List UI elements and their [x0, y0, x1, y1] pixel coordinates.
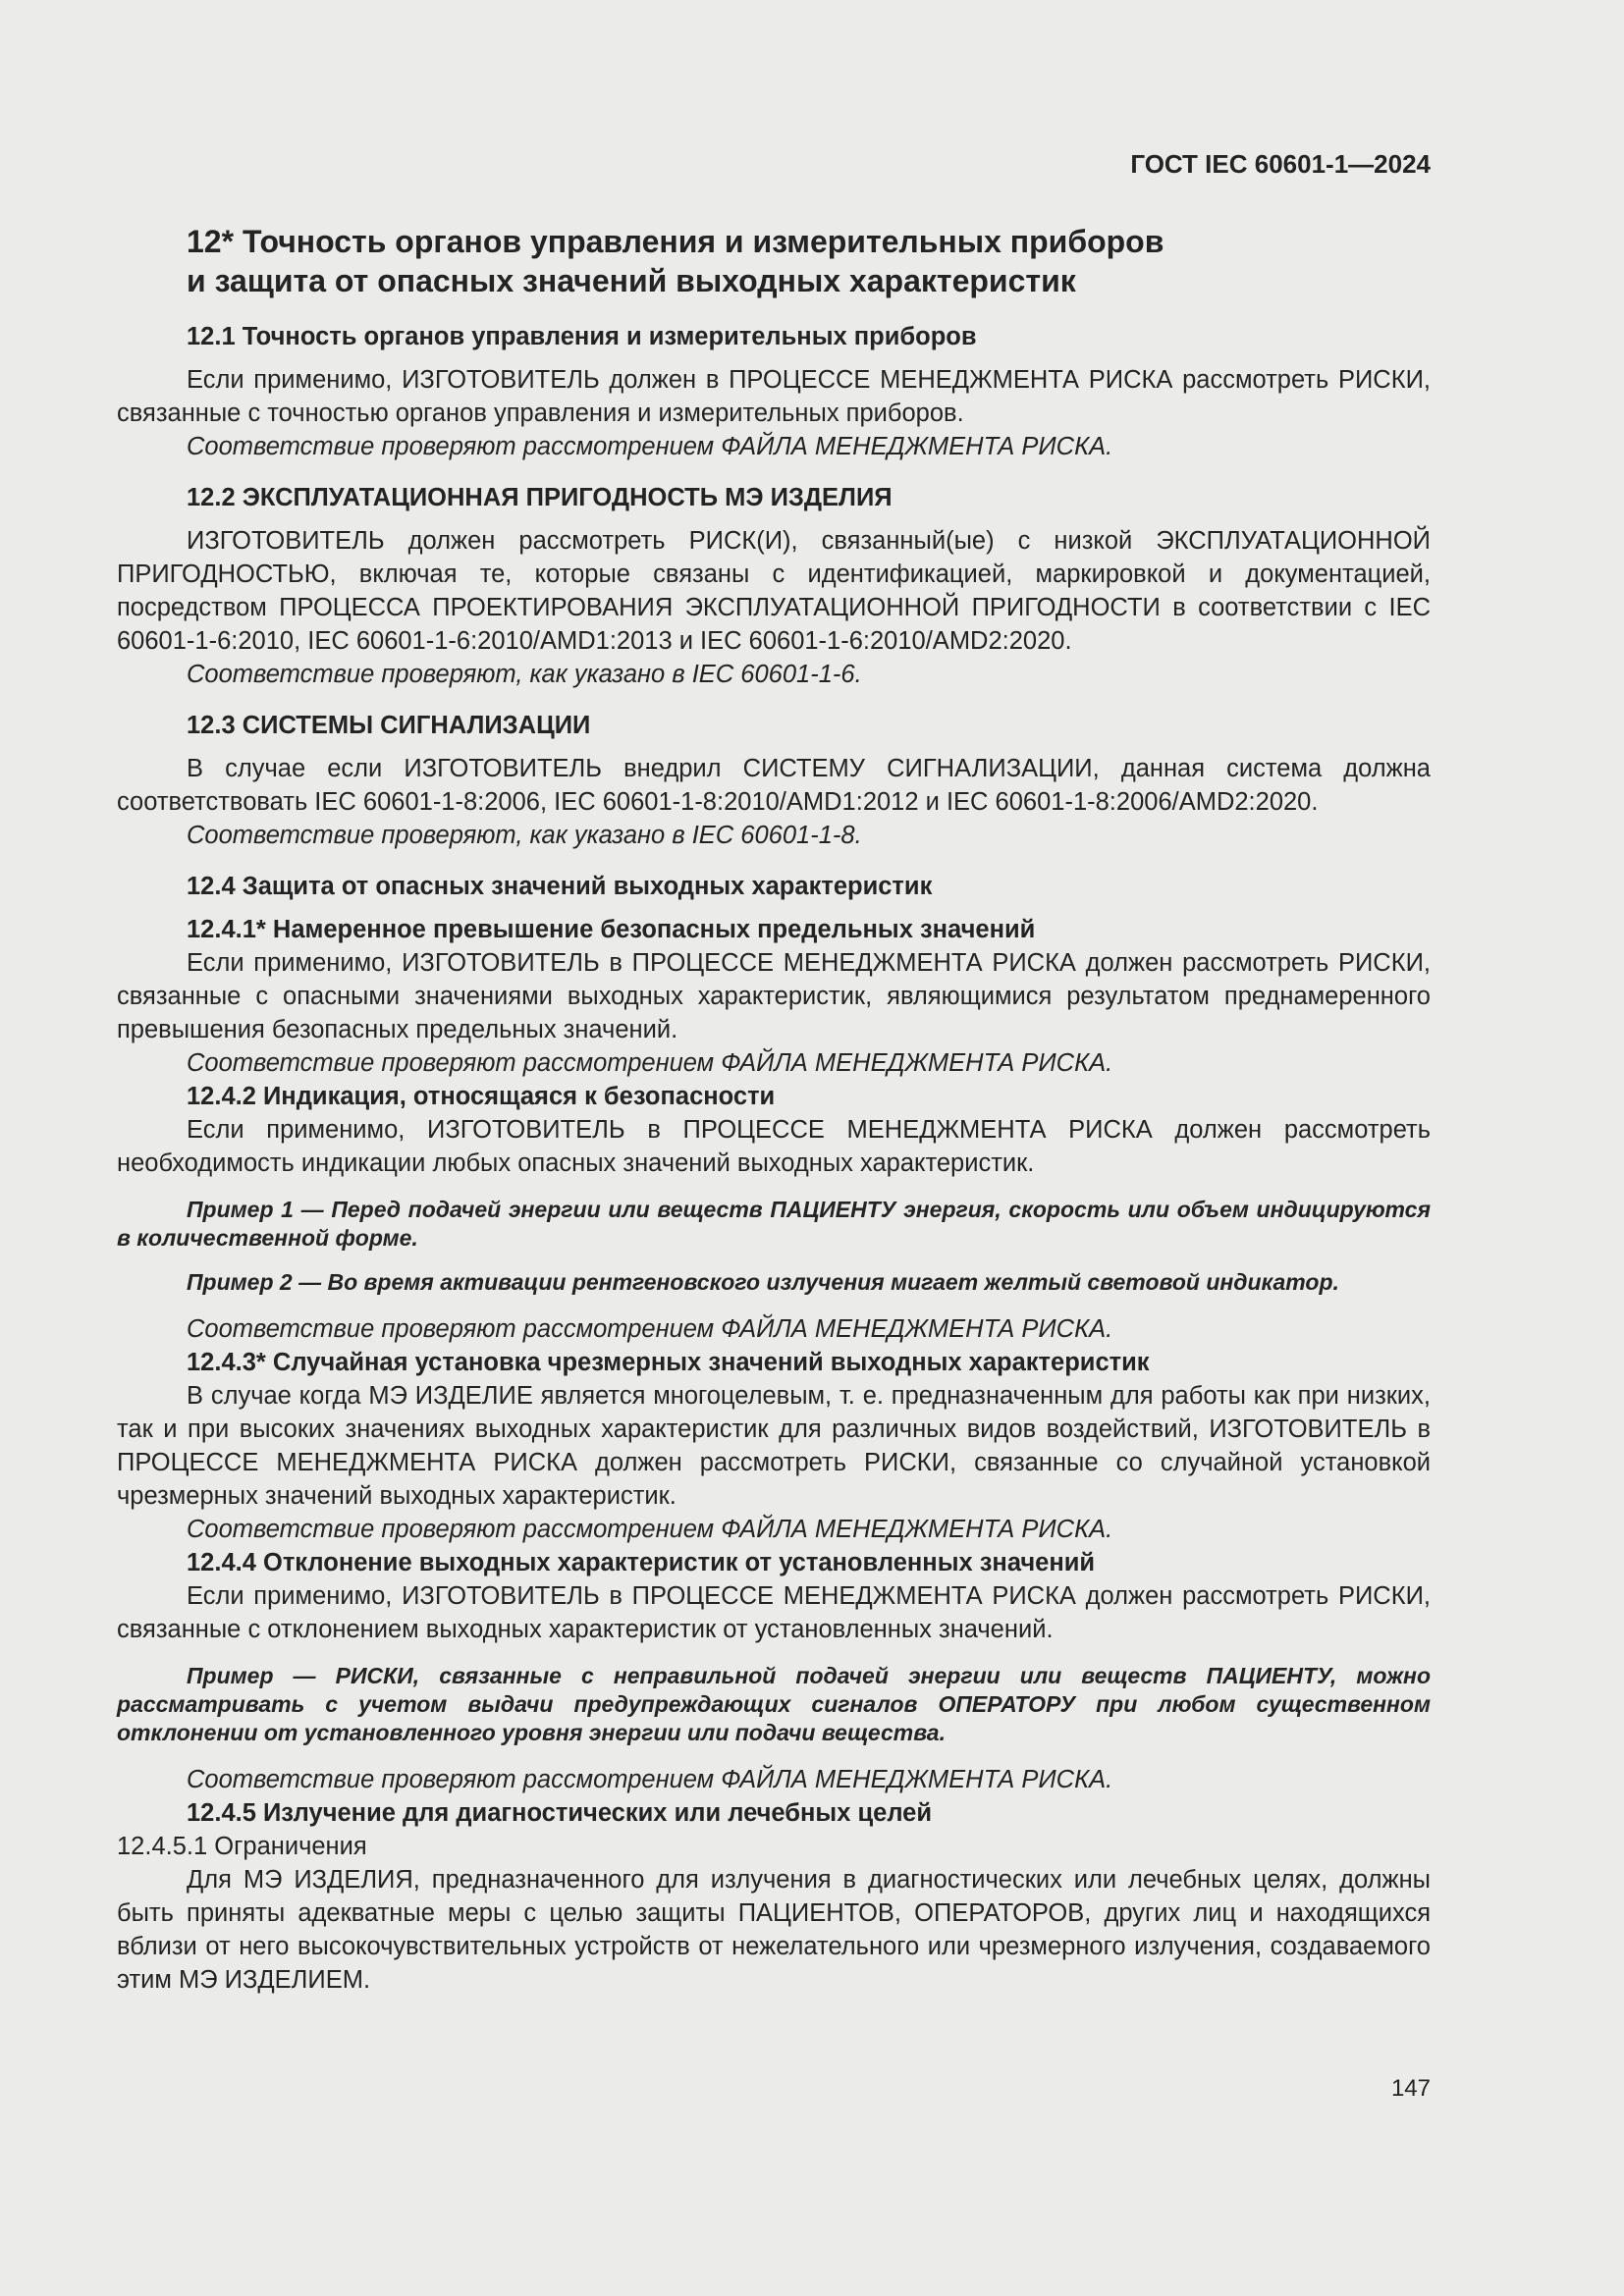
page-content [117, 222, 1431, 1997]
section-12-4-2-heading: 12.4.2 Индикация, относящаяся к безопасности [187, 1083, 776, 1110]
section-12-title-line1: 12* Точность органов управления и измерительных приборов [187, 224, 1164, 259]
section-12-4-1-body: Если применимо, ИЗГОТОВИТЕЛЬ в ПРОЦЕССЕ МЕНЕДЖМЕНТА РИСКА должен рассмотреть РИСКИ, связанные с опасными значениями выходных характеристик, являющимися результатом преднамеренного превышения безопасных предельных значений. [117, 949, 1431, 1043]
section-12-4-4-compliance: Соответствие проверяют рассмотрением ФАЙЛА МЕНЕДЖМЕНТА РИСКА. [187, 1766, 1113, 1793]
section-12-title-line2: и защита от опасных значений выходных характеристик [187, 263, 1076, 298]
section-12-1-heading: 12.1 Точность органов управления и измерительных приборов [187, 323, 977, 350]
section-12-2-compliance: Соответствие проверяют, как указано в IEC 60601-1-6. [187, 661, 862, 688]
section-12-title [187, 222, 1431, 300]
page-number: 147 [1390, 2075, 1431, 2102]
section-12-3-heading: 12.3 СИСТЕМЫ СИГНАЛИЗАЦИИ [187, 712, 591, 739]
section-12-4-2-compliance: Соответствие проверяют рассмотрением ФАЙЛА МЕНЕДЖМЕНТА РИСКА. [187, 1315, 1113, 1343]
section-12-3-compliance: Соответствие проверяют, как указано в IEC 60601-1-8. [187, 822, 862, 849]
section-12-4-4-example: Пример — РИСКИ, связанные с неправильной подачей энергии или веществ ПАЦИЕНТУ, можно рассматривать с учетом выдачи предупреждающих сигналов ОПЕРАТОРУ при любом существенном отклонении от установленного уровня энергии или подачи вещества. [117, 1663, 1431, 1745]
section-12-4-2-example-1: Пример 1 — Перед подачей энергии или веществ ПАЦИЕНТУ энергия, скорость или объем индицируются в количественной форме. [117, 1197, 1431, 1251]
section-12-2-body: ИЗГОТОВИТЕЛЬ должен рассмотреть РИСК(И), связанный(ые) с низкой ЭКСПЛУАТАЦИОННОЙ ПРИГОДНОСТЬЮ, включая те, которые связаны с идентификацией, маркировкой и документацией, посредством ПРОЦЕССА ПРОЕКТИРОВАНИЯ ЭКСПЛУАТАЦИОННОЙ ПРИГОДНОСТИ в соответствии с IEC 60601-1-6:2010, IEC 60601-1-6:2010/AMD1:2013 и IEC 60601-1-6:2010/AMD2:2020. [117, 527, 1431, 655]
section-12-4-4-heading: 12.4.4 Отклонение выходных характеристик от установленных значений [187, 1549, 1096, 1576]
section-12-1-body: Если применимо, ИЗГОТОВИТЕЛЬ должен в ПРОЦЕССЕ МЕНЕДЖМЕНТА РИСКА рассмотреть РИСКИ, связанные с точностью органов управления и измерительных приборов. [117, 366, 1431, 427]
section-12-4-2-example-2: Пример 2 — Во время активации рентгеновского излучения мигает желтый световой индикатор. [187, 1269, 1339, 1295]
section-12-1-compliance: Соответствие проверяют рассмотрением ФАЙЛА МЕНЕДЖМЕНТА РИСКА. [187, 433, 1113, 460]
section-12-4-heading: 12.4 Защита от опасных значений выходных характеристик [187, 873, 933, 900]
section-12-4-3-heading: 12.4.3* Случайная установка чрезмерных значений выходных характеристик [187, 1349, 1150, 1376]
document-header: ГОСТ IEC 60601-1—2024 [1130, 149, 1431, 179]
section-12-4-4-body: Если применимо, ИЗГОТОВИТЕЛЬ в ПРОЦЕССЕ МЕНЕДЖМЕНТА РИСКА должен рассмотреть РИСКИ, связанные с отклонением выходных характеристик от установленных значений. [117, 1582, 1431, 1643]
section-12-2-heading: 12.2 ЭКСПЛУАТАЦИОННАЯ ПРИГОДНОСТЬ МЭ ИЗДЕЛИЯ [187, 484, 893, 511]
section-12-4-1-compliance: Соответствие проверяют рассмотрением ФАЙЛА МЕНЕДЖМЕНТА РИСКА. [187, 1049, 1113, 1077]
section-12-4-5-1-heading: 12.4.5.1 Ограничения [117, 1833, 367, 1860]
section-12-3-body: В случае если ИЗГОТОВИТЕЛЬ внедрил СИСТЕМУ СИГНАЛИЗАЦИИ, данная система должна соответствовать IEC 60601-1-8:2006, IEC 60601-1-8:2010/AMD1:2012 и IEC 60601-1-8:2006/AMD2:2020. [117, 755, 1431, 816]
section-12-4-2-body: Если применимо, ИЗГОТОВИТЕЛЬ в ПРОЦЕССЕ МЕНЕДЖМЕНТА РИСКА должен рассмотреть необходимость индикации любых опасных значений выходных характеристик. [117, 1116, 1431, 1177]
section-12-4-5-1-body: Для МЭ ИЗДЕЛИЯ, предназначенного для излучения в диагностических или лечебных целях, должны быть приняты адекватные меры с целью защиты ПАЦИЕНТОВ, ОПЕРАТОРОВ, других лиц и находящихся вблизи от него высокочувствительных устройств от нежелательного или чрезмерного излучения, создаваемого этим МЭ ИЗДЕЛИЕМ. [117, 1866, 1431, 1994]
section-12-4-3-body: В случае когда МЭ ИЗДЕЛИЕ является многоцелевым, т. е. предназначенным для работы как при низких, так и при высоких значениях выходных характеристик для различных видов воздействий, ИЗГОТОВИТЕЛЬ в ПРОЦЕССЕ МЕНЕДЖМЕНТА РИСКА должен рассмотреть РИСКИ, связанные со случайной установкой чрезмерных значений выходных характеристик. [117, 1382, 1431, 1510]
section-12-4-1-heading: 12.4.1* Намеренное превышение безопасных предельных значений [187, 916, 1036, 943]
section-12-4-3-compliance: Соответствие проверяют рассмотрением ФАЙЛА МЕНЕДЖМЕНТА РИСКА. [187, 1516, 1113, 1543]
section-12-4-5-heading: 12.4.5 Излучение для диагностических или лечебных целей [187, 1799, 933, 1827]
